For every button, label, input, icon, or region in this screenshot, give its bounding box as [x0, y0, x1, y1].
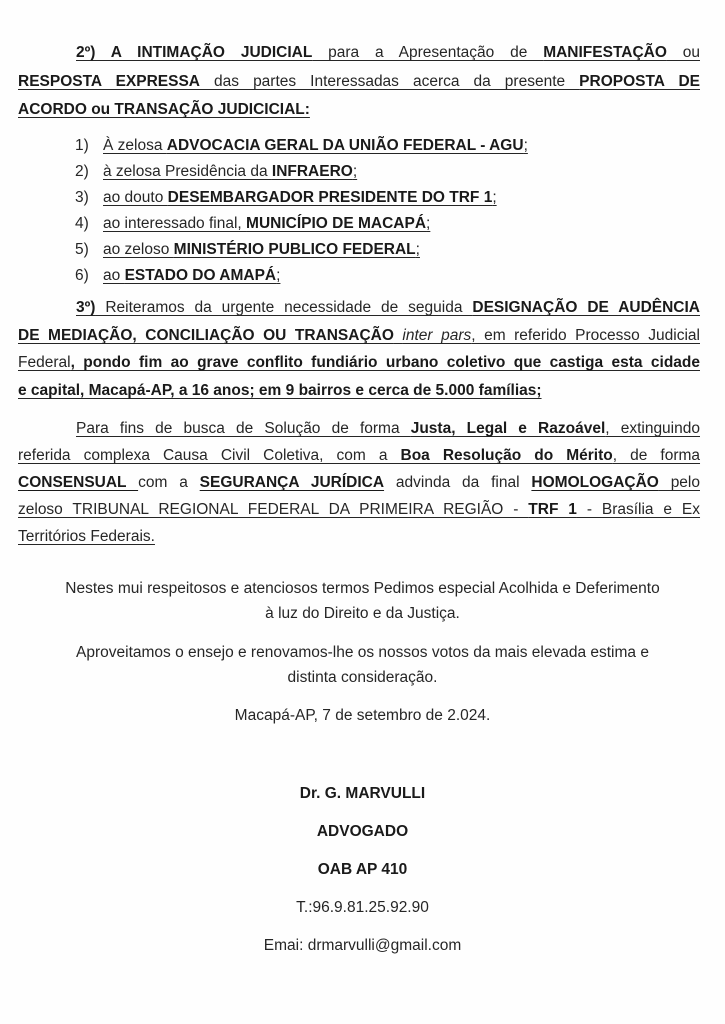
date-line: Macapá-AP, 7 de setembro de 2.024.	[234, 707, 491, 724]
section2-line-2	[18, 72, 700, 92]
proposta-de: PROPOSTA DE	[579, 73, 700, 90]
recipient-name: MUNICÍPIO DE MACAPÁ	[246, 215, 427, 232]
homologacao: HOMOLOGAÇÃO	[531, 474, 659, 491]
recipient-name: ESTADO DO AMAPÁ	[124, 267, 277, 284]
text-bold: TRF 1	[528, 501, 577, 518]
list-item	[75, 188, 497, 208]
list-number: 2)	[75, 163, 89, 180]
text-bold: Boa Resolução do Mérito	[400, 447, 613, 464]
inter-pars: inter pars	[402, 327, 472, 344]
list-number: 3)	[75, 189, 89, 206]
text: ;	[426, 215, 431, 232]
recipient-name: MINISTÉRIO PUBLICO FEDERAL	[173, 241, 416, 258]
section3-line-2	[18, 326, 700, 346]
section2-line-3	[18, 100, 700, 120]
text: ao douto	[103, 189, 168, 206]
text: ;	[523, 137, 528, 154]
section2-line-1	[18, 43, 700, 63]
text: ao zeloso	[103, 241, 174, 258]
signature-name: Dr. G. MARVULLI	[299, 785, 426, 802]
manifestacao: MANIFESTAÇÃO	[543, 44, 667, 61]
recipient-name: INFRAERO	[271, 163, 353, 180]
signature-oab: OAB AP 410	[317, 861, 408, 878]
resposta-expressa: RESPOSTA EXPRESSA	[18, 73, 200, 90]
text: Federal	[18, 354, 71, 371]
section3-line-4	[18, 381, 700, 401]
list-item	[75, 162, 357, 182]
text: Reiteramos da urgente necessidade de seguida	[95, 299, 473, 316]
text: advinda da final	[384, 474, 532, 491]
text: com a	[138, 474, 200, 491]
signature-title: ADVOGADO	[316, 823, 409, 840]
section3-line-1	[18, 298, 700, 318]
signature-email: Emai: drmarvulli@gmail.com	[263, 937, 462, 954]
text-bold: , pondo fim ao grave conflito fundiário urbano coletivo que castiga esta cidade	[70, 354, 700, 371]
acordo-transacao: ACORDO ou TRANSAÇÃO JUDICICIAL:	[18, 101, 310, 118]
list-number: 4)	[75, 215, 89, 232]
section4-line-1	[18, 419, 700, 439]
signature-phone: T.:96.9.81.25.92.90	[296, 899, 429, 916]
recipient-name: DESEMBARGADOR PRESIDENTE DO TRF 1	[167, 189, 493, 206]
list-number: 5)	[75, 241, 89, 258]
text: pelo	[658, 474, 700, 491]
consensual: CONSENSUAL	[18, 474, 139, 491]
text-bold: DE MEDIAÇÃO, CONCILIAÇÃO OU TRANSAÇÃO	[18, 327, 394, 344]
text: , em referido Processo Judicial	[471, 327, 700, 344]
text-bold: Justa, Legal e Razoável	[410, 420, 606, 437]
text-bold: e capital, Macapá-AP, a 16 anos; em 9 bairros e cerca de 5.000 famílias;	[18, 382, 542, 399]
intimacao-heading: 2º) A INTIMAÇÃO JUDICIAL	[76, 44, 313, 61]
text: ou	[666, 44, 700, 61]
text: ;	[415, 241, 420, 258]
text: , de forma	[612, 447, 701, 464]
list-item	[75, 240, 420, 260]
list-item	[75, 136, 528, 156]
text: para a Apresentação de	[312, 44, 544, 61]
text: À zelosa	[103, 137, 167, 154]
section-number: 3º)	[76, 299, 96, 316]
text-bold: DESIGNAÇÃO DE AUDÊNCIA	[472, 299, 700, 316]
section4-line-4	[18, 500, 700, 520]
list-number: 6)	[75, 267, 89, 284]
text: ;	[492, 189, 497, 206]
text: zeloso TRIBUNAL REGIONAL FEDERAL DA PRIMEIRA REGIÃO -	[18, 501, 529, 518]
section3-line-3	[18, 353, 700, 373]
section4-line-5	[18, 527, 700, 547]
list-item	[75, 266, 280, 286]
text: ao interessado final,	[103, 215, 247, 232]
closing-line-3: Aproveitamos o ensejo e renovamos-lhe os nossos votos da mais elevada estima e	[76, 644, 649, 661]
closing-line-4: distinta consideração.	[287, 669, 438, 686]
section4-line-2	[18, 446, 700, 466]
text: referida complexa Causa Civil Coletiva, com a	[18, 447, 401, 464]
seguranca-juridica: SEGURANÇA JURÍDICA	[199, 474, 385, 491]
text: , extinguindo	[605, 420, 700, 437]
section4-line-3	[18, 473, 700, 493]
list-number: 1)	[75, 137, 89, 154]
text: ;	[276, 267, 281, 284]
text: ao	[103, 267, 125, 284]
text: - Brasília e Ex	[576, 501, 701, 518]
recipient-name: ADVOCACIA GERAL DA UNIÃO FEDERAL - AGU	[166, 137, 524, 154]
text: Territórios Federais.	[18, 528, 155, 545]
closing-line-1: Nestes mui respeitosos e atenciosos termos Pedimos especial Acolhida e Deferimento	[65, 580, 660, 597]
closing-line-2: à luz do Direito e da Justiça.	[265, 605, 460, 622]
list-item	[75, 214, 430, 234]
text: Para fins de busca de Solução de forma	[76, 420, 411, 437]
text: das partes Interessadas acerca da presente	[200, 73, 580, 90]
text: ;	[352, 163, 358, 180]
text: à zelosa Presidência da	[103, 163, 272, 180]
